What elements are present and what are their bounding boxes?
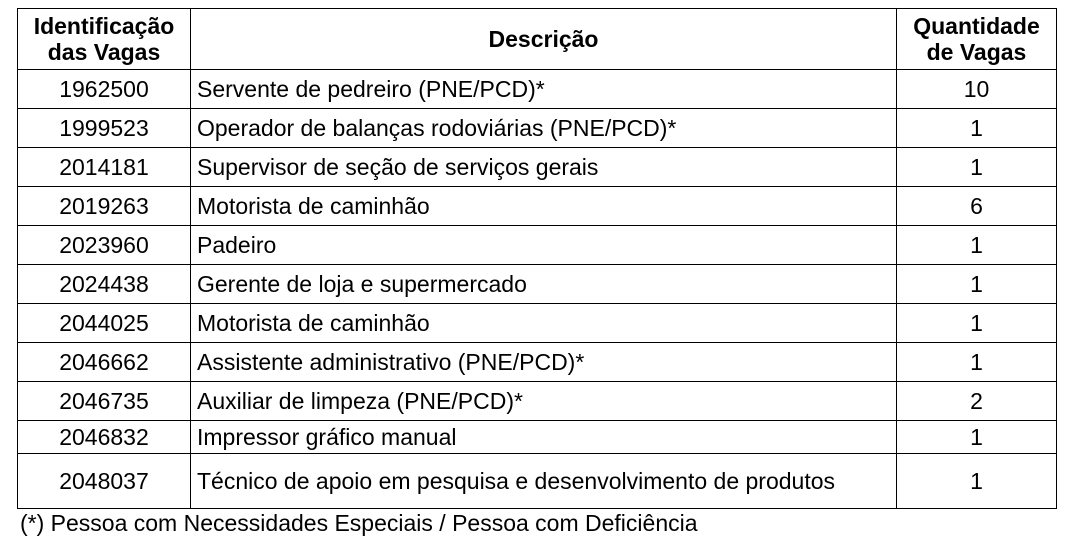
cell-quantity: 2 xyxy=(897,382,1057,421)
cell-id: 2046832 xyxy=(18,421,191,454)
table-row xyxy=(18,265,1057,304)
table-row xyxy=(18,343,1057,382)
cell-quantity: 1 xyxy=(897,148,1057,187)
table-row xyxy=(18,304,1057,343)
cell-quantity: 1 xyxy=(897,421,1057,454)
cell-description: Técnico de apoio em pesquisa e desenvolvimento de produtos xyxy=(191,454,897,509)
footnote: (*) Pessoa com Necessidades Especiais / Pessoa com Deficiência xyxy=(20,510,698,536)
cell-quantity: 1 xyxy=(897,343,1057,382)
table-row xyxy=(18,226,1057,265)
table-row xyxy=(18,148,1057,187)
cell-description: Impressor gráfico manual xyxy=(191,421,897,454)
cell-quantity: 10 xyxy=(897,70,1057,109)
cell-description: Motorista de caminhão xyxy=(191,187,897,226)
job-openings-table xyxy=(17,8,1057,509)
cell-description: Operador de balanças rodoviárias (PNE/PCD)* xyxy=(191,109,897,148)
table-row xyxy=(18,70,1057,109)
cell-quantity: 6 xyxy=(897,187,1057,226)
cell-id: 1999523 xyxy=(18,109,191,148)
cell-id: 2023960 xyxy=(18,226,191,265)
cell-description: Assistente administrativo (PNE/PCD)* xyxy=(191,343,897,382)
cell-id: 2019263 xyxy=(18,187,191,226)
cell-quantity: 1 xyxy=(897,265,1057,304)
cell-id: 2044025 xyxy=(18,304,191,343)
table-row xyxy=(18,454,1057,509)
cell-description: Auxiliar de limpeza (PNE/PCD)* xyxy=(191,382,897,421)
table-row xyxy=(18,382,1057,421)
table-row xyxy=(18,187,1057,226)
cell-description: Supervisor de seção de serviços gerais xyxy=(191,148,897,187)
table-row xyxy=(18,109,1057,148)
cell-id: 1962500 xyxy=(18,70,191,109)
cell-quantity: 1 xyxy=(897,226,1057,265)
cell-id: 2014181 xyxy=(18,148,191,187)
cell-quantity: 1 xyxy=(897,454,1057,509)
cell-description: Gerente de loja e supermercado xyxy=(191,265,897,304)
cell-id: 2024438 xyxy=(18,265,191,304)
cell-description: Motorista de caminhão xyxy=(191,304,897,343)
cell-quantity: 1 xyxy=(897,109,1057,148)
cell-description: Servente de pedreiro (PNE/PCD)* xyxy=(191,70,897,109)
cell-description: Padeiro xyxy=(191,226,897,265)
header-quantity: Quantidade de Vagas xyxy=(897,9,1057,70)
cell-quantity: 1 xyxy=(897,304,1057,343)
header-description: Descrição xyxy=(191,9,897,70)
table-row xyxy=(18,421,1057,454)
cell-id: 2046735 xyxy=(18,382,191,421)
header-id: Identificação das Vagas xyxy=(18,9,191,70)
table-header-row xyxy=(18,9,1057,70)
cell-id: 2048037 xyxy=(18,454,191,509)
cell-id: 2046662 xyxy=(18,343,191,382)
